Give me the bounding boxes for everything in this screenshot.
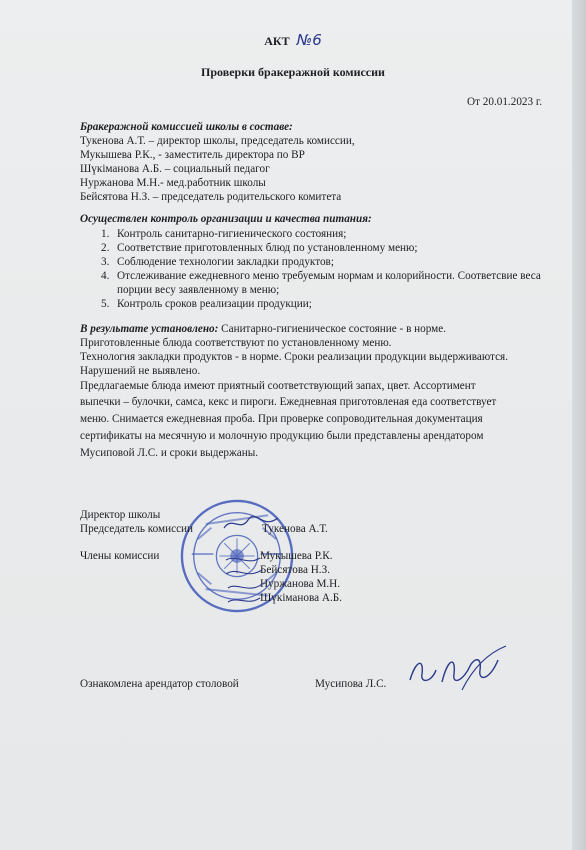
commission-heading: Бракеражной комиссией школы в составе:: [80, 121, 293, 133]
members-signatures: [222, 552, 266, 608]
document-title-line: [0, 31, 586, 49]
control-heading: Осуществлен контроль организации и качества питания:: [80, 213, 372, 225]
tenant-signature: [402, 640, 512, 700]
page-edge-shadow: [572, 0, 586, 850]
member-name: Мукышева Р.К.: [260, 550, 333, 562]
result-line: сертификаты на месячную и молочную продукцию были представлены арендатором: [80, 430, 484, 442]
result-line-1: В результате установлено: Санитарно-гигиеническое состояние - в норме.: [80, 323, 446, 335]
chair-name: Тукенова А.Т.: [262, 523, 328, 535]
director-label: Директор школы: [80, 509, 161, 521]
result-lead: В результате установлено:: [80, 323, 219, 335]
chair-signature: [222, 512, 282, 534]
members-label: Члены комиссии: [80, 550, 160, 562]
result-line: Нарушений не выявлено.: [80, 365, 201, 377]
result-line: Мусиповой Л.С. и сроки выдержаны.: [80, 447, 259, 459]
chair-label: Председатель комиссии: [80, 523, 194, 535]
control-item: 4. Отслеживание ежедневного меню требуемым нормам и колорийности. Соответсвие веса порции весу заявленному в меню;: [101, 270, 541, 296]
control-list: [80, 227, 562, 311]
control-item: 2. Соответствие приготовленных блюд по установленному меню;: [101, 242, 418, 254]
handwritten-number: №6: [296, 31, 322, 49]
acquainted-label: Ознакомлена арендатор столовой: [80, 678, 239, 690]
commission-member: Тукенова А.Т. – директор школы, председатель комиссии,: [80, 135, 355, 147]
result-line: Технология закладки продуктов - в норме. Сроки реализации продукции выдерживаются.: [80, 351, 508, 363]
document-title: АКТ: [264, 34, 290, 48]
control-item: 1. Контроль санитарно-гигиенического состояния;: [101, 228, 347, 240]
member-name: Нуржанова М.Н.: [260, 578, 341, 590]
commission-member: Нуржанова М.Н.- мед.работник школы: [80, 177, 266, 189]
result-line: выпечки – булочки, самса, кекс и пироги. Ежедневная приготовленая еда соответствует: [80, 396, 497, 408]
commission-member: Бейсятова Н.З. – председатель родительского комитета: [80, 191, 342, 203]
commission-member: Мукышева Р.К., - заместитель директора по ВР: [80, 149, 305, 161]
document-subtitle: Проверки бракеражной комиссии: [201, 65, 385, 79]
control-item: 5. Контроль сроков реализации продукции;: [101, 298, 312, 310]
commission-member: Шүкіманова А.Б. – социальный педагог: [80, 163, 270, 175]
member-name: Шүкіманова А.Б.: [260, 592, 342, 604]
member-name: Бейсятова Н.З.: [260, 564, 330, 576]
document-date: От 20.01.2023 г.: [467, 96, 543, 108]
control-item: 3. Соблюдение технологии закладки продуктов;: [101, 256, 334, 268]
acquainted-name: Мусипова Л.С.: [315, 678, 387, 690]
result-line: меню. Снимается ежедневная проба. При проверке сопроводительная документация: [80, 413, 483, 425]
result-line: Предлагаемые блюда имеют приятный соответствующий запах, цвет. Ассортимент: [80, 380, 476, 392]
result-line: Приготовленные блюда соответствуют по установленному меню.: [80, 337, 392, 349]
